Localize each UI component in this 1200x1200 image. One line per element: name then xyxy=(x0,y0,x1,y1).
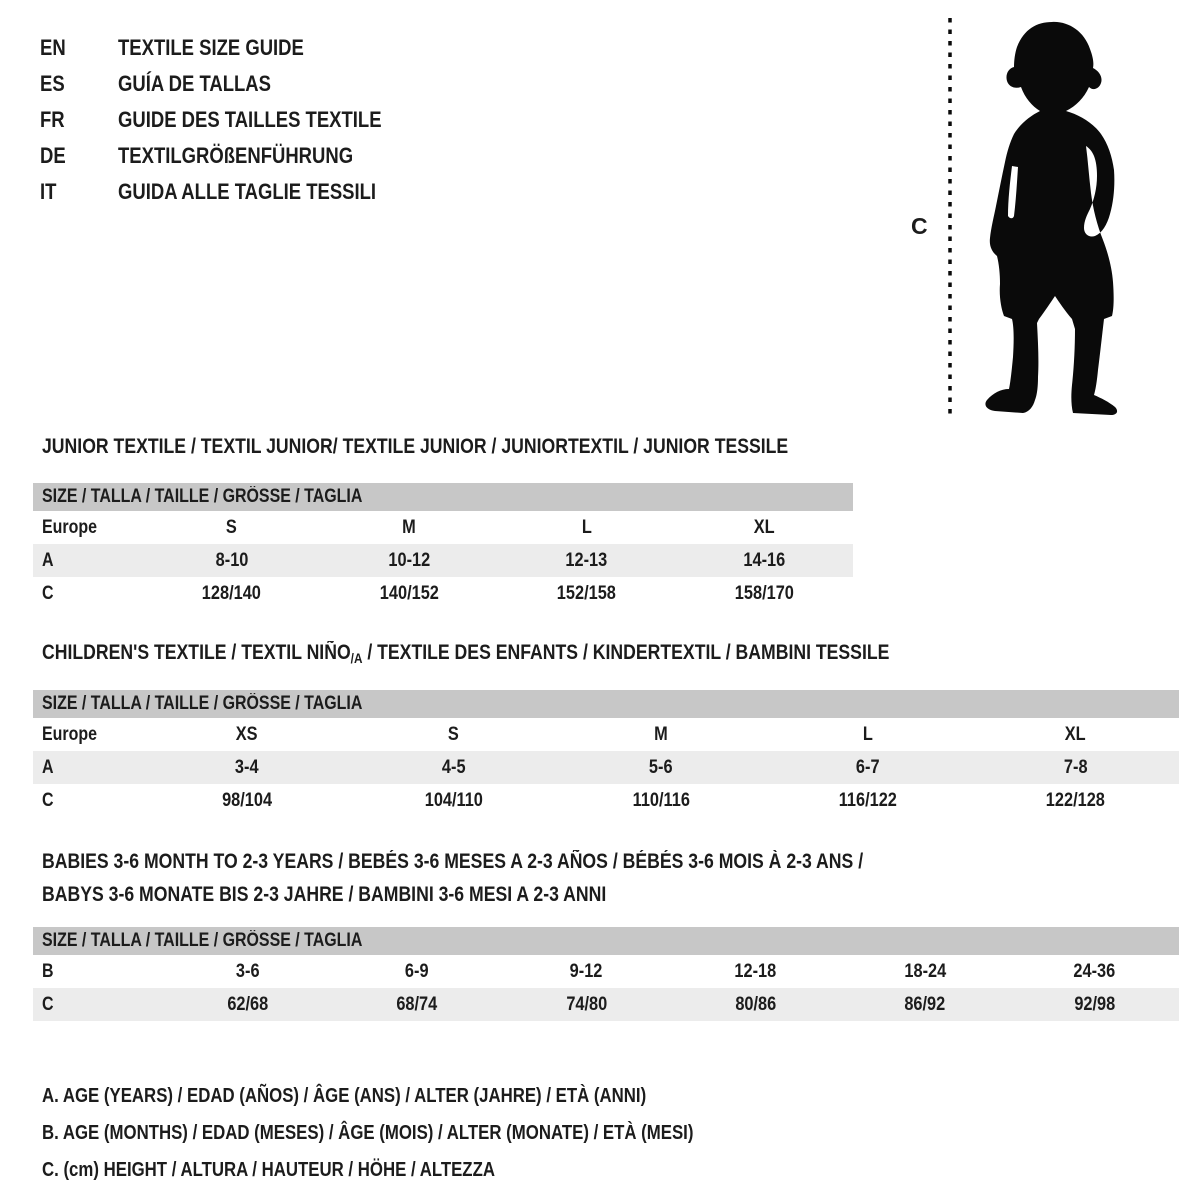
row-label: C xyxy=(42,994,54,1015)
size-table-babies xyxy=(33,927,1179,1021)
language-title: GUIDE DES TAILLES TEXTILE xyxy=(118,107,382,132)
cell-value: XL xyxy=(1064,724,1086,745)
cell-value: 7-8 xyxy=(1063,757,1088,778)
cell-value: 152/158 xyxy=(557,583,617,604)
cell-value: 68/74 xyxy=(396,994,438,1015)
table-header-text: SIZE / TALLA / TAILLE / GRÖSSE / TAGLIA xyxy=(42,486,363,507)
table-row xyxy=(33,988,1179,1021)
language-code: FR xyxy=(40,107,65,132)
language-code: IT xyxy=(40,179,57,204)
table-header-text: SIZE / TALLA / TAILLE / GRÖSSE / TAGLIA xyxy=(42,930,363,951)
table-header xyxy=(33,690,1179,718)
cell-value: 62/68 xyxy=(227,994,269,1015)
table-header-text: SIZE / TALLA / TAILLE / GRÖSSE / TAGLIA xyxy=(42,693,363,714)
language-code: EN xyxy=(40,35,66,60)
heading-part: / TEXTILE DES ENFANTS / KINDERTEXTIL / BAMBINI TESSILE xyxy=(362,641,890,664)
cell-value: 9-12 xyxy=(569,961,603,982)
cell-value: 3-4 xyxy=(234,757,259,778)
row-label: B xyxy=(42,961,54,982)
cell-value: 116/122 xyxy=(839,790,898,811)
legend-text: C. (cm) HEIGHT / ALTURA / HAUTEUR / HÖHE / ALTEZZA xyxy=(42,1159,495,1181)
cell-value: S xyxy=(448,724,460,745)
cell-value: XL xyxy=(753,517,775,538)
cell-value: 122/128 xyxy=(1045,790,1105,811)
legend-text: A. AGE (YEARS) / EDAD (AÑOS) / ÂGE (ANS) / ALTER (JAHRE) / ETÀ (ANNI) xyxy=(42,1085,647,1107)
language-title: TEXTILE SIZE GUIDE xyxy=(118,35,304,60)
cell-value: 74/80 xyxy=(565,994,607,1015)
cell-value: 5-6 xyxy=(649,757,673,778)
table-row xyxy=(33,718,1179,751)
section-heading-text: BABYS 3-6 MONATE BIS 2-3 JAHRE / BAMBINI 3-6 MESI A 2-3 ANNI xyxy=(42,883,607,906)
table-row xyxy=(33,511,853,544)
heading-part: CHILDREN'S TEXTILE / TEXTIL NIÑO xyxy=(42,641,351,664)
cell-value: 158/170 xyxy=(734,583,794,604)
section-heading-text: BABIES 3-6 MONTH TO 2-3 YEARS / BEBÉS 3-6 MESES A 2-3 AÑOS / BÉBÉS 3-6 MOIS À 2-3 ANS / xyxy=(42,850,864,873)
cell-value: 140/152 xyxy=(379,583,439,604)
cell-value: 10-12 xyxy=(388,550,431,571)
cell-value: S xyxy=(226,517,238,538)
language-code: DE xyxy=(40,143,66,168)
row-label: Europe xyxy=(42,724,97,745)
table-header xyxy=(33,927,1179,955)
size-table-children xyxy=(33,690,1179,817)
cell-value: 86/92 xyxy=(904,994,946,1015)
language-code: ES xyxy=(40,71,65,96)
cell-value: M xyxy=(654,724,668,745)
cell-value: 6-7 xyxy=(856,757,881,778)
legend-line-c xyxy=(42,1152,818,1189)
cell-value: 18-24 xyxy=(904,961,946,982)
legend-line-a xyxy=(42,1078,818,1115)
cell-value: 3-6 xyxy=(235,961,260,982)
legend-line-b xyxy=(42,1115,818,1152)
cell-value: 92/98 xyxy=(1073,994,1115,1015)
section-heading-babies xyxy=(42,845,1020,911)
language-list xyxy=(40,30,432,210)
section-heading-junior xyxy=(42,435,930,459)
cell-value: 128/140 xyxy=(202,583,262,604)
cell-value: 110/116 xyxy=(632,790,690,811)
table-row xyxy=(33,955,1179,988)
table-row xyxy=(33,577,853,610)
language-row xyxy=(40,138,432,174)
row-label: A xyxy=(42,550,54,571)
language-title: GUÍA DE TALLAS xyxy=(118,71,271,96)
row-label: A xyxy=(42,757,54,778)
cell-value: 4-5 xyxy=(441,757,466,778)
cell-value: 12-13 xyxy=(565,550,608,571)
cell-value: M xyxy=(402,517,417,538)
cell-value: 12-18 xyxy=(734,961,777,982)
section-heading-children xyxy=(42,641,1051,670)
cell-value: L xyxy=(863,724,874,745)
language-row xyxy=(40,102,432,138)
legend-text: B. AGE (MONTHS) / EDAD (MESES) / ÂGE (MOIS) / ALTER (MONATE) / ETÀ (MESI) xyxy=(42,1122,694,1144)
size-table-junior xyxy=(33,483,853,610)
cell-value: 14-16 xyxy=(743,550,786,571)
height-measure-label: C xyxy=(911,213,928,239)
row-label: C xyxy=(42,583,54,604)
toddler-silhouette-icon xyxy=(940,14,1150,418)
row-label: Europe xyxy=(42,517,97,538)
cell-value: 80/86 xyxy=(735,994,777,1015)
section-heading-text: JUNIOR TEXTILE / TEXTIL JUNIOR/ TEXTILE JUNIOR / JUNIORTEXTIL / JUNIOR TESSILE xyxy=(42,435,789,458)
cell-value: 6-9 xyxy=(405,961,429,982)
cell-value: 24-36 xyxy=(1073,961,1116,982)
language-title: TEXTILGRÖßENFÜHRUNG xyxy=(118,143,354,168)
heading-subscript: /A xyxy=(350,650,363,666)
section-heading-text xyxy=(42,641,889,670)
language-row xyxy=(40,66,432,102)
cell-value: L xyxy=(581,517,592,538)
table-header xyxy=(33,483,853,511)
language-title: GUIDA ALLE TAGLIE TESSILI xyxy=(118,179,377,204)
table-row xyxy=(33,784,1179,817)
toddler-silhouette xyxy=(985,22,1117,415)
cell-value: XS xyxy=(235,724,258,745)
table-row xyxy=(33,544,853,577)
language-row xyxy=(40,174,432,210)
cell-value: 104/110 xyxy=(424,790,483,811)
row-label: C xyxy=(42,790,54,811)
language-row xyxy=(40,30,432,66)
legend xyxy=(42,1078,818,1189)
table-row xyxy=(33,751,1179,784)
cell-value: 8-10 xyxy=(215,550,249,571)
cell-value: 98/104 xyxy=(221,790,272,811)
